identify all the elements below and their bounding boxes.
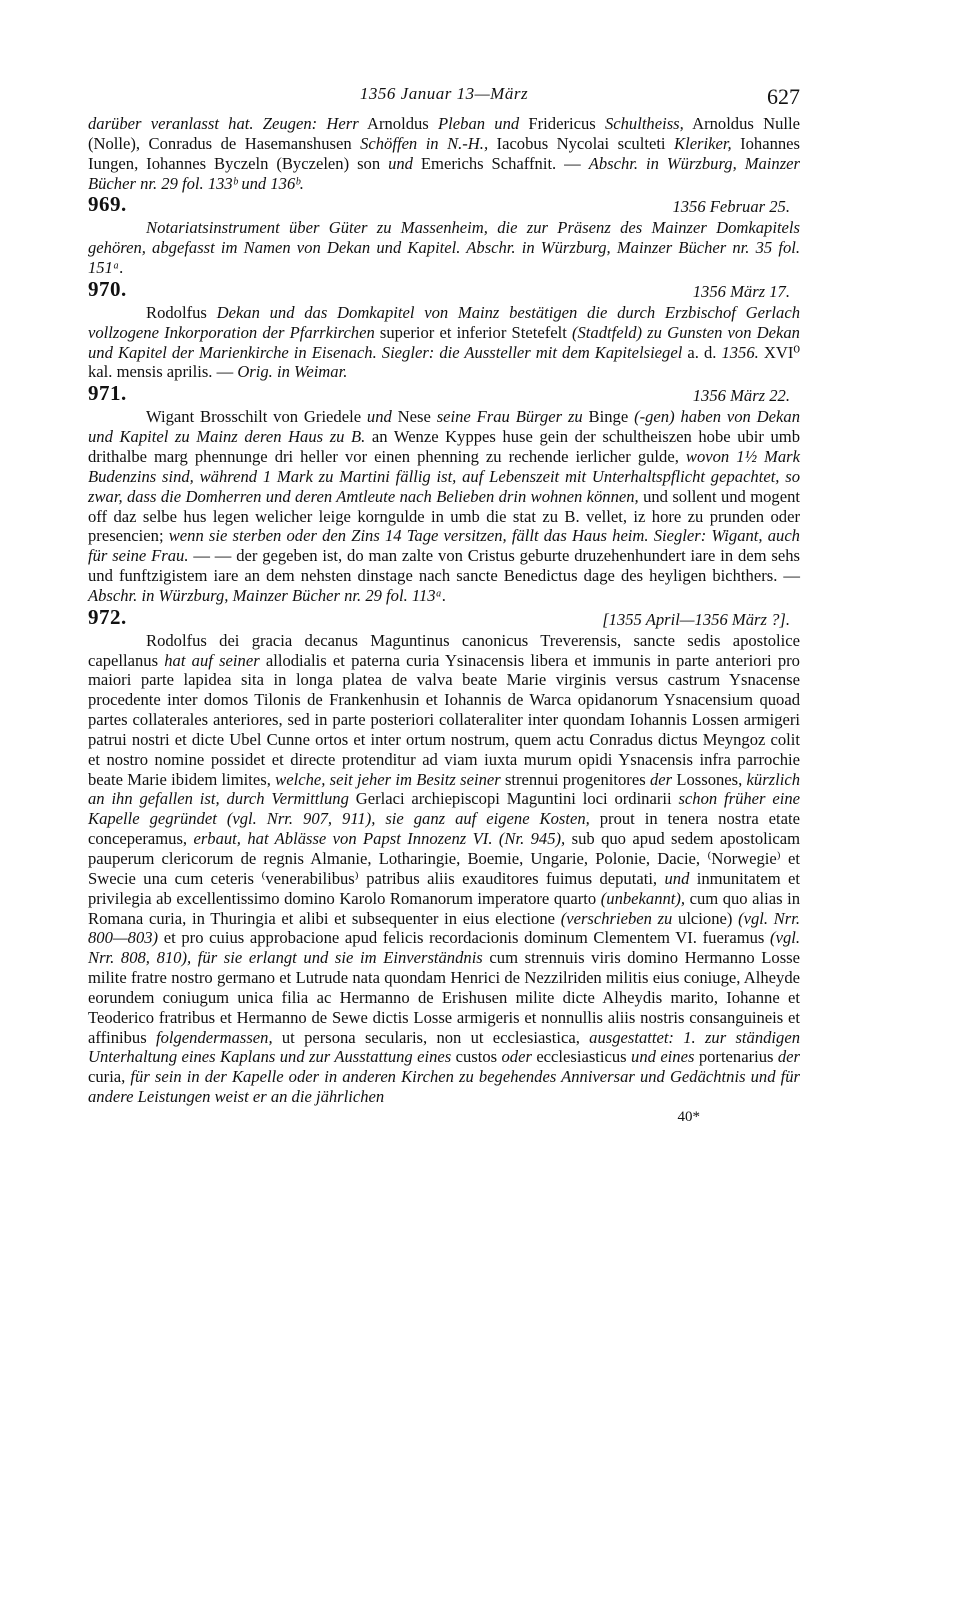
editorial-text: und [388, 153, 413, 173]
document-entry [88, 194, 800, 278]
source-text: XVI⁰ kal. mensis aprilis. — [88, 342, 800, 382]
source-text: cum quo alias in Romana curia, in Thuringia et alibi et subsequenter in eius electione [88, 888, 800, 928]
source-text: sub quo apud sedem apostolicam pauperum clericorum de regnis Almanie, Lotharingie, Boemie, Ungarie, Polonie, Dacie, ⁽Norwegie⁾ et Swecie una cum ceteris ⁽venerabilibus⁾ patribus aliis exauditores fuimus deputati, [88, 829, 801, 888]
source-text: superior et inferior Stetefelt [374, 322, 572, 342]
entry-date: [1355 April—1356 März ?]. [602, 609, 790, 629]
entry-paragraph [88, 114, 800, 193]
editorial-text: wovon 1½ Mark Budenzins sind, während 1 Mark zu Martini fällig ist, auf Lebenszeit mit Unterhaltspflicht gepachtet, so zwar, dass die Domherren und deren Amtleute nach Belieben drin wohnen können, [88, 446, 800, 506]
entry-date: 1356 Februar 25. [672, 197, 790, 217]
editorial-text: kürzlich an ihn gefallen ist, durch Vermittlung [88, 769, 801, 809]
editorial-text: seine Frau Bürger zu [436, 407, 583, 427]
editorial-text: Schöffen in N.-H., [360, 133, 489, 153]
entry-heading [88, 276, 800, 303]
entry-heading [88, 383, 800, 407]
editorial-text: (-gen) haben von Dekan und Kapitel zu Mainz deren Haus zu B. [88, 407, 800, 447]
document-entry [88, 276, 800, 382]
editorial-text: (unbekannt), [600, 888, 686, 908]
source-text: Gerlaci archiepiscopi Maguntini loci ordinarii [348, 789, 679, 809]
source-text: portenarius [694, 1047, 778, 1067]
source-text: Rodolfus dei gracia decanus Maguntinus canonicus Treverensis, sancte sedis apostolice capellanus [88, 630, 800, 670]
entry-paragraph [88, 631, 800, 1107]
editorial-text: und [664, 868, 690, 888]
source-text: allodialis et paterna curia Ysinacensis libera et immunis in parte anteriori pro maiori parte lapidea sita in longa platea de valva beate Marie virginis versus castrum Ysnacense procedente inter domos Tilonis de Frankenhusin et Iohannis de Warca opidanorum Ysnacensium quoad partes collaterales anteriores, sed in parte posteriori collateraliter inter quondam Iohannis Lossen armigeri patrui nostri et dicte Ubel Cunne ortos et inter ortum nostrum, quem actu Conradus dictus Meyngoz colit et nostro nomine possidet et directe protenditur ad viam iuxta murum opidi Ysnacensis infra parrochie beate Marie ibidem limites, [88, 650, 800, 789]
entry-paragraph [88, 407, 800, 605]
editorial-text: Pleban und [438, 114, 520, 133]
page-number: 627 [767, 84, 800, 109]
source-text: strennui progenitores [500, 769, 650, 789]
source-text: Rodolfus [146, 302, 217, 322]
source-text: et pro cuius approbacione apud felicis recordacionis dominum Clementem VI. fueramus [158, 928, 771, 948]
source-text: Fridericus [519, 114, 605, 133]
entry-number: 969. [88, 192, 127, 217]
editorial-text: Kleriker, [674, 133, 732, 153]
source-text: an Wenze Kyppes huse gein der schultheiszen hobe ubir umb drithalbe marg phennunge dri heller vor einen phenning zu rechende ierlicher gulde, [88, 427, 801, 466]
editorial-text: hat auf seiner [164, 650, 260, 670]
running-head: 1356 Januar 13—März [359, 84, 529, 103]
document-entry [88, 604, 801, 1107]
editorial-text: der [649, 769, 673, 789]
entry-heading [88, 604, 800, 631]
entry-date: 1356 März 17. [692, 281, 790, 301]
document-entry [88, 114, 800, 193]
editorial-text: und eines [631, 1047, 695, 1067]
editorial-text: wenn sie sterben oder den Zins 14 Tage versitzen, fällt das Haus heim. Siegler: Wigant, auch für seine Frau. [88, 526, 800, 566]
editorial-text: ausgestattet: 1. zur ständigen Unterhaltung eines Kaplans und zur Ausstattung eines [88, 1027, 800, 1067]
entry-heading [88, 194, 800, 218]
source-text: Arnoldus Nulle (Nolle), Conradus de Hasemanshusen [88, 114, 800, 153]
source-text: Arnoldus [358, 114, 439, 133]
editorial-text: (verschrieben zu [560, 908, 673, 928]
source-text: prout in tenera nostra etate conceperamus, [88, 809, 800, 849]
source-text: Lossones, [672, 769, 747, 789]
source-text: Emerichs Schaffnit. — [412, 153, 589, 173]
editorial-text: Schultheiss, [604, 114, 684, 133]
editorial-text: Orig. in Weimar. [237, 362, 348, 382]
editorial-text: Dekan und das Domkapitel von Mainz bestätigen die durch Erzbischof Gerlach vollzogene Inkorporation der Pfarrkirchen [88, 302, 800, 342]
sheet-signature: 40* [677, 1108, 700, 1125]
source-text: cum strennuis viris domino Hermanno Losse milite fratre nostro germano et Lutrude nata quondam Henrici de Nezzilriden militis eius coniuge, Alheyde eorundem coniugum unica filia ac Hermanno de Erishusen milite dicte Alheydis marito, Iohanne et Teoderico fratribus et Hermanno de Sewe dictis Losse armigeris et nonnullis aliis nostris consanguineis et affinibus [88, 948, 801, 1047]
source-text: a. d. [682, 342, 722, 362]
entry-number: 970. [88, 276, 127, 301]
editorial-text: für sein in der Kapelle oder in anderen Kirchen zu begehendes Anniversar und Gedächtnis und für andere Leistungen weist er an die jährlichen [88, 1067, 800, 1107]
editorial-text: oder [501, 1047, 532, 1067]
entry-number: 971. [88, 381, 127, 406]
source-text: inmunitatem et privilegia ab excellentissimo domino Karolo Romanorum imperatore quarto [88, 868, 800, 908]
entry-paragraph [88, 218, 800, 278]
source-text: und sollent und mogent off daz selbe hus legen welicher leige korngulde in umb die stat zu B. vellet, iz hore zu prunden oder presencien; [88, 486, 800, 546]
page-header [88, 80, 800, 114]
document-body [88, 114, 800, 1107]
document-page [88, 80, 800, 1127]
editorial-text: (Stadtfeld) zu Gunsten von Dekan und Kapitel der Marienkirche in Eisenach. Siegler: die Aussteller mit dem Kapitelsiegel [88, 322, 800, 362]
editorial-text: welche, seit jeher im Besitz seiner [275, 769, 501, 789]
source-text: Wigant Brosschilt von Griedele [146, 407, 367, 427]
editorial-text: erbaut, hat Ablässe von Papst Innozenz VI. (Nr. 945), [193, 829, 566, 849]
editorial-text: der [777, 1047, 800, 1067]
source-text: ut persona secularis, non ut ecclesiastica, [272, 1027, 590, 1047]
editorial-text: Notariatsinstrument über Güter zu Massenheim, die zur Präsenz des Mainzer Domkapitels gehören, abgefasst im Namen von Dekan und Kapitel. Abschr. in Würzburg, Mainzer Bücher nr. 35 fol. 151ᵃ. [88, 218, 800, 278]
editorial-text: Abschr. in Würzburg, Mainzer Bücher nr. 29 fol. 113ᵃ. [88, 585, 447, 605]
source-text: Iohannes Iungen, Iohannes Byczeln (Byczelen) son [88, 133, 800, 173]
editorial-text: (vgl. Nrr. 808, 810), für sie erlangt und sie im Einverständnis [88, 928, 800, 968]
editorial-text: 1356. [721, 342, 759, 362]
source-text: Nese [391, 407, 437, 427]
document-entry [88, 383, 800, 605]
source-text: ulcione) [672, 908, 739, 928]
source-text: — — der gegeben ist, do man zalte von Cristus geburte druzehenhundert iare in dem sehs und funftzigistem iare an dem nehsten dinstage nach sancte Benedictus dage des heyligen bichthers. — [88, 546, 800, 586]
source-text: Binge [582, 407, 635, 427]
source-text: Iacobus Nycolai sculteti [488, 133, 675, 153]
entry-paragraph [88, 303, 800, 382]
source-text: custos [451, 1047, 502, 1067]
editorial-text: darüber veranlasst hat. Zeugen: Herr [88, 114, 359, 133]
source-text: ecclesiasticus [531, 1047, 632, 1067]
editorial-text: und [366, 407, 392, 427]
editorial-text: schon früher eine Kapelle gegründet (vgl. Nrr. 907, 911), sie ganz auf eigene Kosten, [88, 789, 800, 829]
entry-date: 1356 März 22. [692, 386, 790, 406]
editorial-text: Abschr. in Würzburg, Mainzer Bücher nr. 29 fol. 133ᵇ und 136ᵇ. [88, 153, 800, 193]
source-text: curia, [88, 1067, 131, 1087]
editorial-text: (vgl. Nrr. 800—803) [88, 908, 800, 948]
entry-number: 972. [88, 604, 127, 629]
editorial-text: folgendermassen, [155, 1027, 273, 1047]
